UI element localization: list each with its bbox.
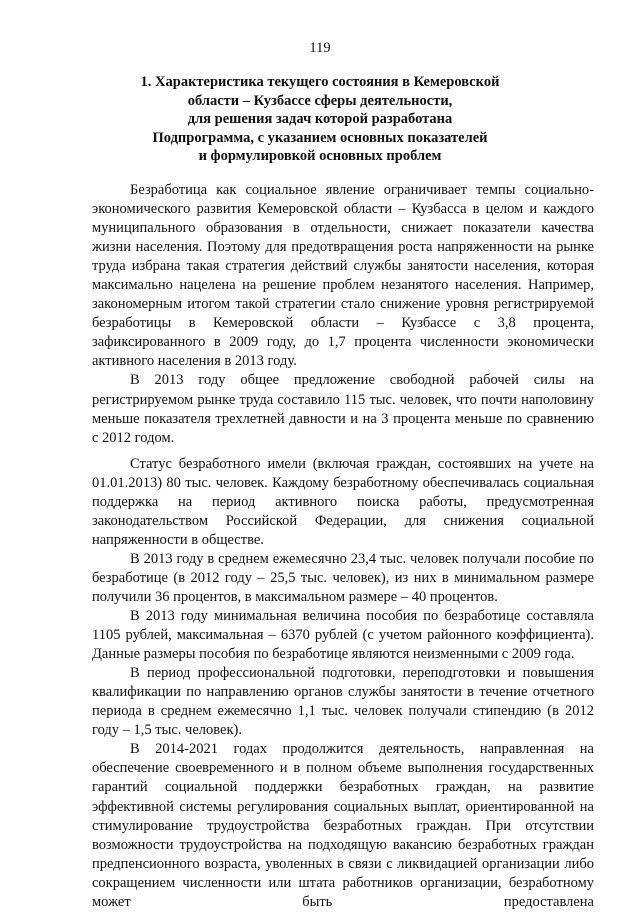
heading-line: для решения задач которой разработана bbox=[187, 111, 453, 127]
heading-line: и формулировкой основных проблем bbox=[198, 148, 442, 164]
paragraph: Статус безработного имели (включая граждан, состоявших на учете на 01.01.2013) 80 тыс. человек. Каждому безработному обеспечивалась социальная поддержка на период активного поиска работы, предусмотренная законодательством Российской Федерации, для снижения социальной напряженности в обществе. bbox=[92, 455, 594, 548]
heading-line: области – Кузбассе сферы деятельности, bbox=[187, 92, 453, 109]
paragraph: В 2013 году минимальная величина пособия по безработице составляла 1105 рублей, максимальная – 6370 рублей (с учетом районного коэффициента). Данные размеры пособия по безработице являются неизменными с 2009 года. bbox=[92, 608, 594, 663]
paragraph: В 2013 году общее предложение свободной рабочей силы на регистрируемом рынке труда составило 115 тыс. человек, что почти наполовину меньше показателя трехлетней давности и на 3 процента меньше по сравнению с 2012 годом. bbox=[92, 372, 594, 446]
heading-line: 1. Характеристика текущего состояния в Кемеровской bbox=[140, 74, 500, 90]
paragraph: В 2014-2021 годах продолжится деятельность, направленная на обеспечение своевременного и в полном объеме выполнения государственных гарантий социальной поддержки безработных граждан, на развитие эффективной системы регулирования социальных выплат, ориентированной на стимулирование трудоустройства безработных граждан. При отсутствии возможности трудоустройства на подходящую вакансию безработных граждан предпенсионного возраста, уволенных в связи с ликвидацией организации либо сокращением численности или штата работников организации, безработному может быть предоставлена bbox=[92, 741, 594, 910]
section-heading bbox=[120, 73, 520, 166]
paragraph: В 2013 году в среднем ежемесячно 23,4 тыс. человек получали пособие по безработице (в 2012 году – 25,5 тыс. человек), из них в минимальном размере получили 36 процентов, в максимальном размере – 40 процентов. bbox=[92, 550, 594, 605]
paragraph: Безработица как социальное явление ограничивает темпы социально-экономического развития Кемеровской области – Кузбасса в целом и каждого муниципального образования в отдельности, снижает показатели качества жизни населения. Поэтому для предотвращения роста напряженности на рынке труда избрана такая стратегия действий службы занятости населения, которая максимально нацелена на решение проблем незанятого населения. Например, закономерным итогом такой стратегии стало снижение уровня регистрируемой безработицы в Кемеровской области – Кузбассе с 3,8 процента, зафиксированного в 2009 году, до 1,7 процента численности экономически активного населения в 2013 году. bbox=[92, 182, 594, 370]
page-number: 119 bbox=[309, 40, 331, 56]
body-text bbox=[92, 181, 594, 912]
heading-line: Подпрограмма, с указанием основных показателей bbox=[152, 129, 488, 146]
paragraph: В период профессиональной подготовки, переподготовки и повышения квалификации по направлению органов службы занятости в течение отчетного периода в среднем ежемесячно 1,1 тыс. человек получали стипендию (в 2012 году – 1,5 тыс. человек). bbox=[92, 665, 594, 739]
